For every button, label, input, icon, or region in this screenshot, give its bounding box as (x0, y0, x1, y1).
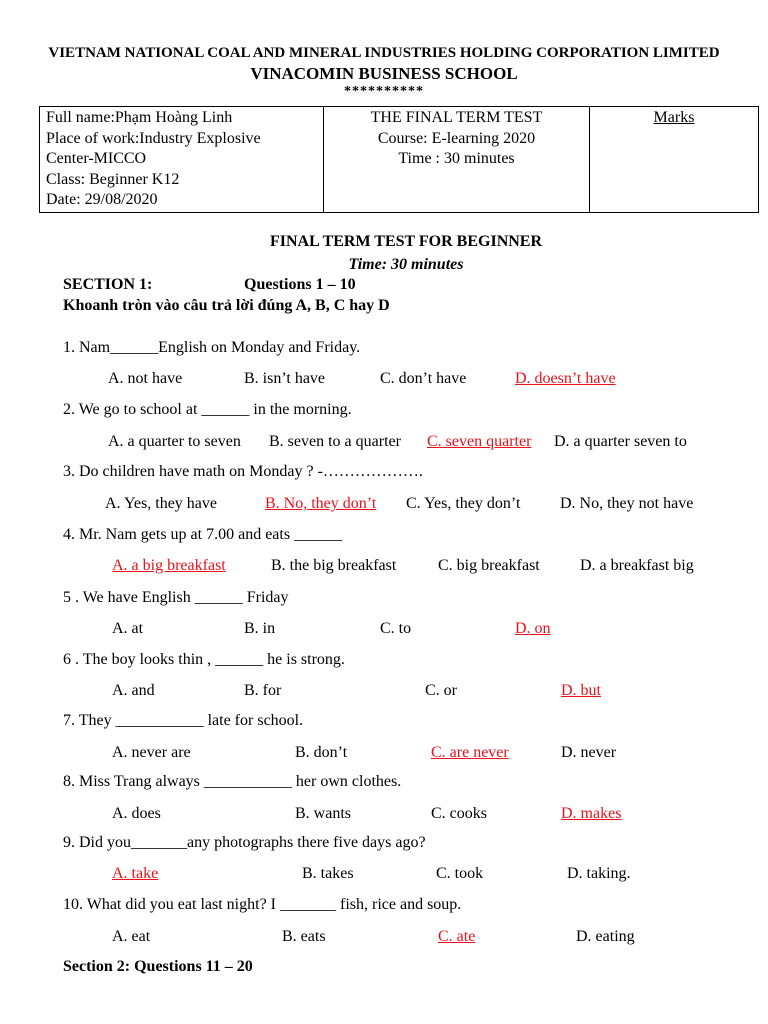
option[interactable]: B. eats (282, 928, 326, 945)
option[interactable]: A. never are (112, 744, 191, 761)
question-text: 7. They ___________ late for school. (63, 712, 304, 729)
course: Course: E-learning 2020 (377, 129, 536, 147)
question-text: 5 . We have English ______ Friday (63, 589, 289, 606)
option-correct[interactable]: D. but (561, 682, 601, 699)
option[interactable]: A. does (112, 805, 161, 822)
option-correct[interactable]: D. on (515, 620, 551, 637)
option[interactable]: A. Yes, they have (105, 495, 217, 512)
date: Date: 29/08/2020 (46, 191, 158, 209)
option[interactable]: D. a breakfast big (580, 557, 694, 574)
question-text: 1. Nam______English on Monday and Friday. (63, 339, 361, 356)
option-correct[interactable]: D. doesn’t have (515, 370, 616, 387)
question-text: 4. Mr. Nam gets up at 7.00 and eats ______ (63, 526, 343, 543)
option[interactable]: C. or (425, 682, 457, 699)
section1-label: SECTION 1: (63, 276, 153, 293)
option[interactable]: C. big breakfast (438, 557, 540, 574)
class: Class: Beginner K12 (46, 170, 180, 188)
school-name: VINACOMIN BUSINESS SCHOOL (250, 64, 518, 83)
option-correct[interactable]: D. makes (561, 805, 622, 822)
option-correct[interactable]: C. ate (438, 928, 476, 945)
option[interactable]: A. and (112, 682, 155, 699)
option[interactable]: D. No, they not have (560, 495, 694, 512)
question-text: 2. We go to school at ______ in the morning. (63, 401, 352, 418)
option[interactable]: D. taking. (567, 865, 631, 882)
option[interactable]: B. seven to a quarter (269, 433, 401, 450)
test-time: Time : 30 minutes (398, 150, 515, 168)
option[interactable]: C. Yes, they don’t (406, 495, 521, 512)
option[interactable]: C. to (380, 620, 412, 637)
option-correct[interactable]: B. No, they don’t (265, 495, 377, 512)
corporation-name: VIETNAM NATIONAL COAL AND MINERAL INDUSTRIES HOLDING CORPORATION LIMITED (48, 45, 720, 61)
option[interactable]: C. don’t have (380, 370, 467, 387)
option[interactable]: A. a quarter to seven (108, 433, 241, 450)
option-correct[interactable]: A. a big breakfast (112, 557, 226, 574)
question-text: 3. Do children have math on Monday ? -………………. (63, 463, 423, 480)
header-separator: ********** (344, 84, 424, 99)
section1-questions: Questions 1 – 10 (244, 276, 356, 293)
option[interactable]: A. at (112, 620, 144, 637)
marks-cell (590, 107, 759, 213)
option-correct[interactable]: C. seven quarter (427, 433, 532, 450)
option[interactable]: C. cooks (431, 805, 487, 822)
option[interactable]: B. don’t (295, 744, 348, 761)
option[interactable]: D. a quarter seven to (554, 433, 687, 450)
question-text: 8. Miss Trang always ___________ her own clothes. (63, 773, 402, 790)
option[interactable]: D. eating (576, 928, 635, 945)
full-name: Full name:Phạm Hoàng Linh (46, 109, 233, 126)
section2-heading: Section 2: Questions 11 – 20 (63, 958, 253, 975)
test-info-cell (324, 107, 590, 213)
option[interactable]: D. never (561, 744, 617, 761)
option[interactable]: A. not have (108, 370, 183, 387)
option[interactable]: B. in (244, 620, 276, 637)
place-of-work-line1: Place of work:Industry Explosive (46, 129, 261, 147)
test-title: THE FINAL TERM TEST (370, 109, 543, 126)
question-text: 6 . The boy looks thin , ______ he is strong. (63, 651, 345, 668)
option[interactable]: C. took (436, 865, 484, 882)
option[interactable]: A. eat (112, 928, 151, 945)
question-text: 9. Did you_______any photographs there five days ago? (63, 834, 426, 851)
option[interactable]: B. isn’t have (244, 370, 326, 387)
option-correct[interactable]: C. are never (431, 744, 509, 761)
option-correct[interactable]: A. take (112, 865, 159, 882)
option[interactable]: B. takes (302, 865, 354, 882)
info-table (39, 106, 759, 213)
instruction: Khoanh tròn vào câu trả lời đúng A, B, C hay D (63, 297, 390, 314)
marks-label: Marks (653, 109, 695, 126)
place-of-work-line2: Center-MICCO (46, 150, 147, 168)
test-duration: Time: 30 minutes (348, 256, 464, 273)
option[interactable]: B. the big breakfast (271, 557, 397, 574)
option[interactable]: B. wants (295, 805, 351, 822)
question-text: 10. What did you eat last night? I _______ fish, rice and soup. (63, 896, 462, 913)
page-title: FINAL TERM TEST FOR BEGINNER (269, 233, 543, 250)
student-info-cell (40, 107, 324, 213)
option[interactable]: B. for (244, 682, 282, 699)
